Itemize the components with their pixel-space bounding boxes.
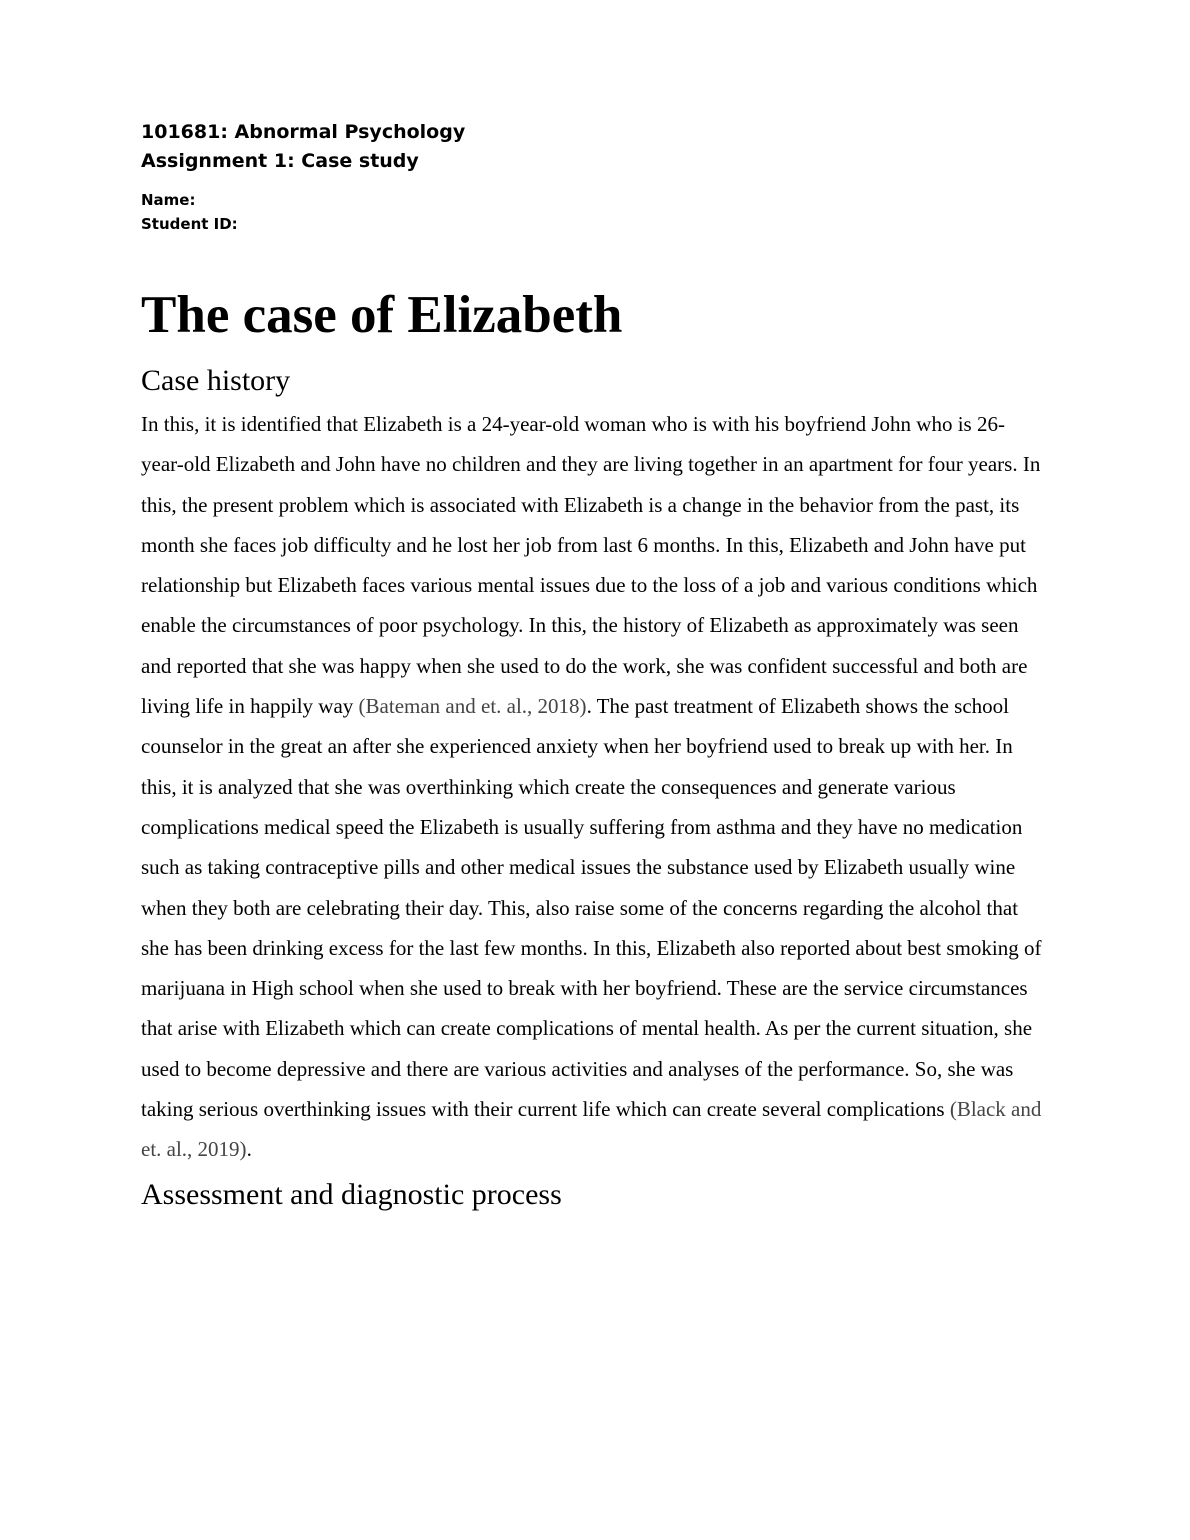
document-title: The case of Elizabeth <box>141 286 623 344</box>
paragraph-text: . <box>246 1137 252 1162</box>
citation: (Bateman and et. al., 2018) <box>358 694 587 719</box>
assignment-title: Assignment 1: Case study <box>141 150 419 172</box>
paragraph-text: In this, it is identified that Elizabeth is a 24-year-old woman who is with his boyfriend John who is 26-year-old Elizabeth and John have no children and they are living together in an apartment for four years. In this, the present problem which is associated with Elizabeth is a change in the behavior from the past, its month she faces job difficulty and he lost her job from last 6 months. In this, Elizabeth and John have put relationship but Elizabeth faces various mental issues due to the loss of a job and various conditions which enable the circumstances of poor psychology. In this, the history of Elizabeth as approximately was seen and reported that she was happy when she used to do the work, she was confident successful and both are living life in happily way <box>141 412 1041 719</box>
section-heading-assessment: Assessment and diagnostic process <box>141 1177 562 1211</box>
student-info <box>141 188 1046 236</box>
name-label: Name: <box>141 191 196 209</box>
paragraph-text: . The past treatment of Elizabeth shows the school counselor in the great an after she experienced anxiety when her boyfriend used to break up with her. In this, it is analyzed that she was overthinking which create the consequences and generate various complications medical speed the Elizabeth is usually suffering from asthma and they have no medication such as taking contraceptive pills and other medical issues the substance used by Elizabeth usually wine when they both are celebrating their day. This, also raise some of the concerns regarding the alcohol that she has been drinking excess for the last few months. In this, Elizabeth also reported about best smoking of marijuana in High school when she used to break with her boyfriend. These are the service circumstances that arise with Elizabeth which can create complications of mental health. As per the current situation, she used to become depressive and there are various activities and analyses of the performance. So, she was taking serious overthinking issues with their current life which can create several complications <box>141 694 1042 1122</box>
document-content <box>141 118 1046 1214</box>
student-id-label: Student ID: <box>141 215 238 233</box>
section-heading-case-history: Case history <box>141 364 291 397</box>
course-title: 101681: Abnormal Psychology <box>141 121 466 143</box>
case-history-paragraph <box>141 404 1046 1170</box>
citation: (Black and et. al., 2019) <box>141 1097 1042 1162</box>
